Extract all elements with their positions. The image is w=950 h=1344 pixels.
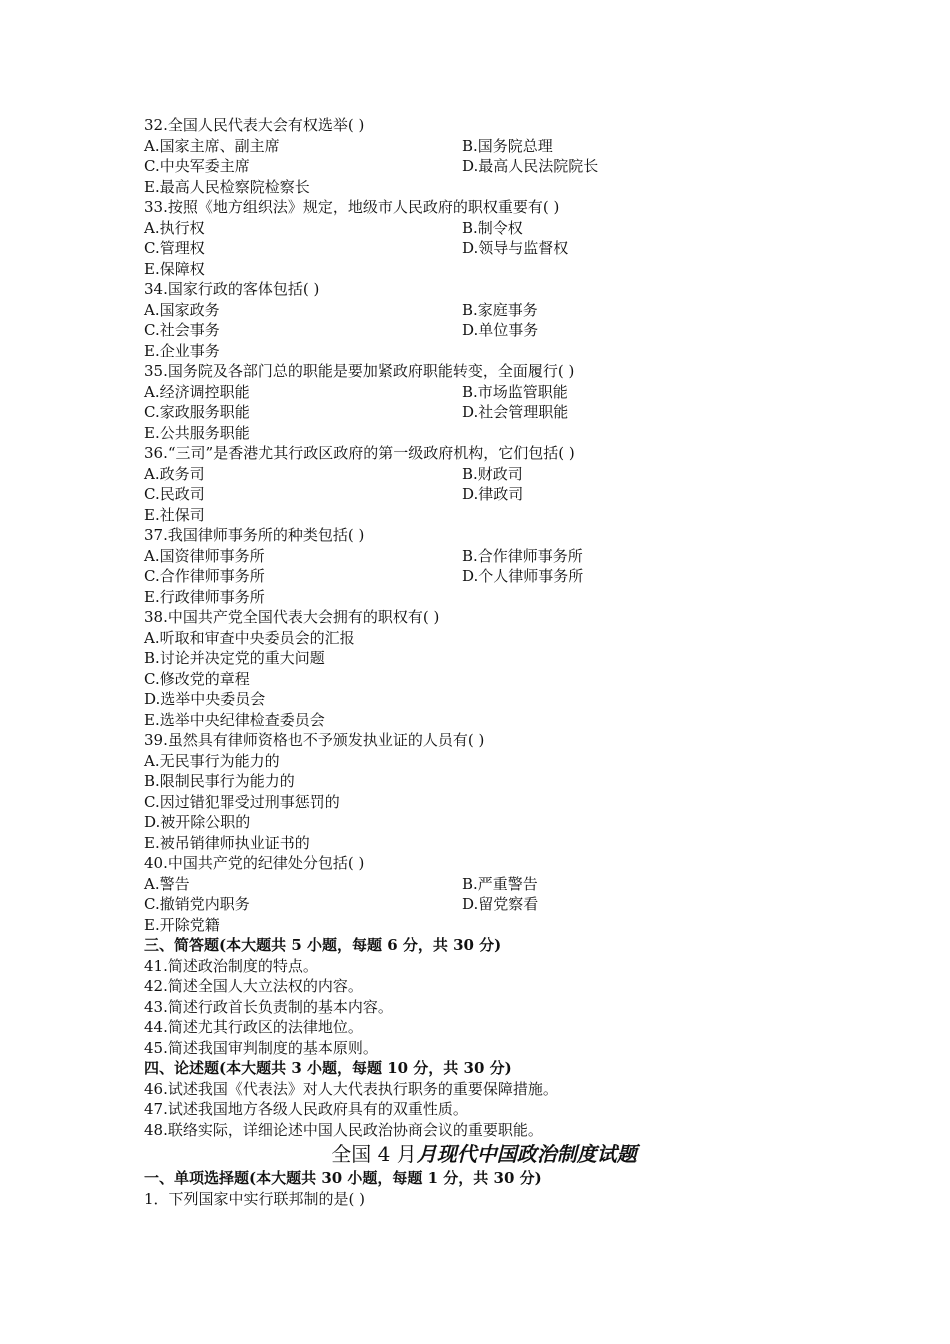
question-45: 45.简述我国审判制度的基本原则。 [144,1038,378,1057]
question-38-stem: 38.中国共产党全国代表大会拥有的职权有( ) [144,608,440,626]
question-32-option-e: E.最高人民检察院检察长 [144,177,310,196]
question-33-option-b: B.制令权 [462,218,523,237]
question-38-option-e: E.选举中央纪律检查委员会 [144,710,325,729]
question-46: 46.试述我国《代表法》对人大代表执行职务的重要保障措施。 [144,1079,558,1098]
question-39-option-d: D.被开除公职的 [144,813,251,831]
question-40-options-cd [144,894,824,915]
question-37-option-c: C.合作律师事务所 [144,567,265,585]
question-32-option-c: C.中央军委主席 [144,157,250,175]
question-35-options-cd [144,402,824,423]
question-34-option-b: B.家庭事务 [462,300,538,319]
question-34-options-cd [144,320,824,341]
question-33-options-ab [144,218,824,239]
question-38-option-d: D.选举中央委员会 [144,690,266,708]
question-36-option-d: D.律政司 [462,485,524,503]
question-39-option-e: E.被吊销律师执业证书的 [144,833,310,852]
question-34-option-c: C.社会事务 [144,321,220,339]
question-37-option-a: A.国资律师事务所 [144,546,265,565]
exam-title-emphasis: 月现代中国政治制度试题 [416,1142,637,1166]
section-1-heading: 一、单项选择题(本大题共 30 小题，每题 1 分，共 30 分) [144,1169,542,1187]
question-32-options-cd [144,156,824,177]
question-40-option-e: E.开除党籍 [144,915,220,934]
question-32-option-a: A.国家主席、副主席 [144,136,280,155]
question-37-options-ab [144,546,824,567]
question-34-stem: 34.国家行政的客体包括( ) [144,280,320,298]
question-33-option-d: D.领导与监督权 [462,239,569,257]
question-37-options-cd [144,566,824,587]
question-42: 42.简述全国人大立法权的内容。 [144,977,363,995]
question-44: 44.简述尤其行政区的法律地位。 [144,1018,363,1036]
question-32-options-ab [144,136,824,157]
question-38-option-c: C.修改党的章程 [144,669,250,688]
question-39-option-a: A.无民事行为能力的 [144,751,280,770]
question-33-options-cd [144,238,824,259]
question-33-option-a: A.执行权 [144,218,205,237]
question-37-option-d: D.个人律师事务所 [462,567,584,585]
question-32-option-b: B.国务院总理 [462,136,553,155]
exam-title-plain: 全国 4 月 [331,1142,417,1166]
question-40-option-a: A.警告 [144,874,190,893]
question-36-option-c: C.民政司 [144,485,205,503]
question-1-stem: 1．下列国家中实行联邦制的是( ) [144,1189,366,1208]
question-40-option-b: B.严重警告 [462,874,538,893]
section-3-heading: 三、简答题(本大题共 5 小题，每题 6 分，共 30 分) [144,936,502,954]
question-36-option-e: E.社保司 [144,505,205,524]
question-35-option-e: E.公共服务职能 [144,423,250,442]
question-37-stem: 37.我国律师事务所的种类包括( ) [144,526,365,544]
question-37-option-e: E.行政律师事务所 [144,587,265,606]
question-32-option-d: D.最高人民法院院长 [462,157,599,175]
question-35-option-d: D.社会管理职能 [462,403,569,421]
question-36-option-b: B.财政司 [462,464,523,483]
question-34-option-a: A.国家政务 [144,300,220,319]
question-35-stem: 35.国务院及各部门总的职能是要加紧政府职能转变，全面履行( ) [144,362,575,380]
question-43: 43.简述行政首长负责制的基本内容。 [144,997,393,1016]
question-36-options-ab [144,464,824,485]
question-35-option-b: B.市场监管职能 [462,382,568,401]
exam-document [144,115,824,1209]
question-36-options-cd [144,484,824,505]
question-36-stem: 36.“三司”是香港尤其行政区政府的第一级政府机构，它们包括( ) [144,444,575,462]
question-33-stem: 33.按照《地方组织法》规定，地级市人民政府的职权重要有( ) [144,198,560,216]
question-36-option-a: A.政务司 [144,464,205,483]
question-37-option-b: B.合作律师事务所 [462,546,583,565]
question-34-option-e: E.企业事务 [144,341,220,360]
question-35-option-c: C.家政服务职能 [144,403,250,421]
question-34-options-ab [144,300,824,321]
question-38-option-b: B.讨论并决定党的重大问题 [144,649,325,667]
question-40-option-d: D.留党察看 [462,895,539,913]
question-40-stem: 40.中国共产党的纪律处分包括( ) [144,854,365,872]
question-40-options-ab [144,874,824,895]
question-33-option-e: E.保障权 [144,259,205,278]
question-34-option-d: D.单位事务 [462,321,539,339]
question-35-option-a: A.经济调控职能 [144,382,250,401]
question-35-options-ab [144,382,824,403]
question-39-stem: 39.虽然具有律师资格也不予颁发执业证的人员有( ) [144,731,485,749]
question-39-option-c: C.因过错犯罪受过刑事惩罚的 [144,792,340,811]
question-32-stem: 32.全国人民代表大会有权选举( ) [144,116,365,134]
question-41: 41.简述政治制度的特点。 [144,956,318,975]
question-40-option-c: C.撤销党内职务 [144,895,250,913]
question-39-option-b: B.限制民事行为能力的 [144,772,295,790]
question-33-option-c: C.管理权 [144,239,205,257]
question-47: 47.试述我国地方各级人民政府具有的双重性质。 [144,1100,468,1118]
section-4-heading: 四、论述题(本大题共 3 小题，每题 10 分，共 30 分) [144,1059,512,1077]
question-48: 48.联络实际，详细论述中国人民政治协商会议的重要职能。 [144,1120,543,1139]
exam-title [144,1140,824,1168]
question-38-option-a: A.听取和审查中央委员会的汇报 [144,628,355,647]
